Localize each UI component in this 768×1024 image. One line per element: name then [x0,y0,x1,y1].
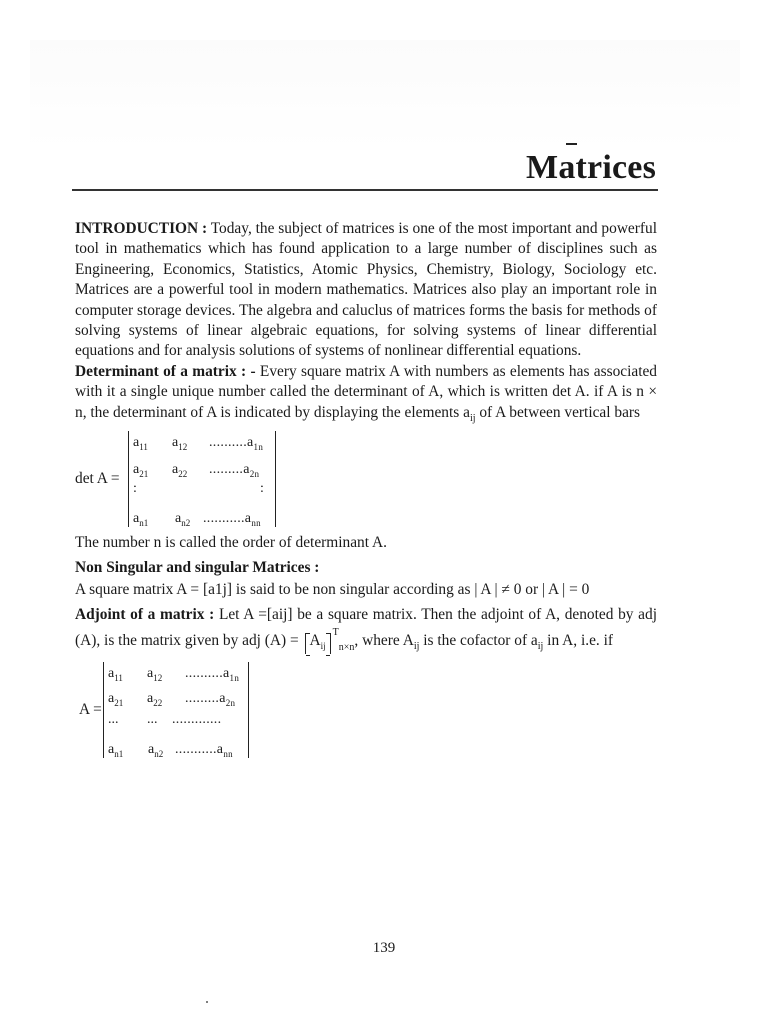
singular-text: A square matrix A = [a1j] is said to be non singular according as | A | ≠ 0 or | A | = 0 [75,580,590,598]
det-lhs: det A = [75,470,120,488]
adj-entry-r1c3: $..........a_{1n}$ [185,666,240,684]
adj-matrix-block [75,660,657,760]
det-entry-r1c3: $..........a_{1n}$ [209,435,264,452]
adjoint-bracket: $A_{ij}$ [305,633,331,654]
adjoint-paragraph: Adjoint of a matrix : Let A =[aij] be a square matrix. Then the adjoint of A, denoted by adj (A), is the matrix given by adj $(A) = A_{ij}^T_{n\times n}$, where $A_{ij}$ is the cofactor of $a_{ij}$ in A, i.e. if [75,606,657,654]
det-entry-r2c3: $.........a_{2n}$ [209,462,260,479]
adj-entry-r1c1: $a_{11}$ [108,666,123,684]
scan-shading [30,40,740,150]
adj-entry-r4c3: $...........a_{nn}$ [175,742,233,760]
intro-text: Today, the subject of matrices is one of the most important and powerful tool in mathematics which has found application to a large number of disciplines such as Engineering, Economics, Statistics, Atomic Physics, Chemistry, Biology, Sociology etc. Matrices are a powerful tool in modern mathematics. Matrices also play an important role in computer storage devices. The algebra and caluclus of matrices forms the basis for methods of solving systems of linear algebraic equations, for solving systems of linear differential equations and for analysis solutions of systems of nonlinear differential equations. [75,220,657,360]
intro-heading: INTRODUCTION : [75,220,208,237]
det-entry-r4c3: $...........a_{nn}$ [203,511,261,528]
det-matrix-block [75,429,657,529]
adj-entry-r3c3: ............. [172,712,222,728]
adj-entry-r4c1: $a_{n1}$ [108,742,124,760]
adjoint-text-b: , where A [354,632,414,650]
adj-entry-r3c1: ... [108,712,119,728]
determinant-paragraph [75,362,657,429]
adjoint-heading: Adjoint of a matrix : [75,606,215,624]
intro-paragraph [75,219,657,362]
title-overbar [566,143,577,145]
adj-entry-r2c3: $.........a_{2n}$ [185,691,236,709]
adj-entry-r2c2: $a_{22}$ [147,691,163,709]
adj-entry-r1c2: $a_{12}$ [147,666,163,684]
adj-lhs: A = [79,701,102,719]
title-rule [72,189,658,191]
determinant-text-b: of A between vertical bars [475,403,641,421]
adjoint-text-c: is the cofactor of a [419,632,538,650]
determinant-subscript: ij [469,412,476,424]
det-entry-r2c1: $a_{21}$ [133,462,149,479]
adj-entry-r2c1: $a_{21}$ [108,691,124,709]
page-body [75,219,657,760]
det-entry-r4c2: $a_{n2}$ [175,511,191,528]
det-entry-r1c1: $a_{11}$ [133,435,148,452]
adjoint-transpose: T [332,627,339,639]
adj-entry-r4c2: $a_{n2}$ [148,742,164,760]
singular-heading: Non Singular and singular Matrices : [75,558,320,576]
adjoint-text-d: in A, i.e. if [543,632,614,650]
adj-entry-r3c2: ... [147,712,158,728]
det-entry-r1c2: $a_{12}$ [172,435,188,452]
det-entry-r3c1: : [133,481,137,497]
det-entry-r4c1: $a_{n1}$ [133,511,149,528]
det-entry-r3c3: : [260,481,264,497]
determinant-text-a: Every square matrix A with numbers as elements has associated with it a single unique number called the determinant of A, which is written det A. if A is n × n, the determinant of A is indicated by displaying the elements a [75,362,658,421]
chapter-title: Matrices [526,149,656,186]
adjoint-dimension: n×n [338,642,355,654]
scan-speck [206,1001,208,1003]
det-entry-r2c2: $a_{22}$ [172,462,188,479]
order-note: The number n is called the order of determinant A. [75,534,387,552]
page-number: 139 [372,940,396,956]
determinant-heading: Determinant of a matrix : - [75,362,256,380]
adjoint-text-a: Let A =[aij] be a square matrix. Then the adjoint of A, denoted by adj (A), is the matrix given by adj (A) = [75,606,657,650]
